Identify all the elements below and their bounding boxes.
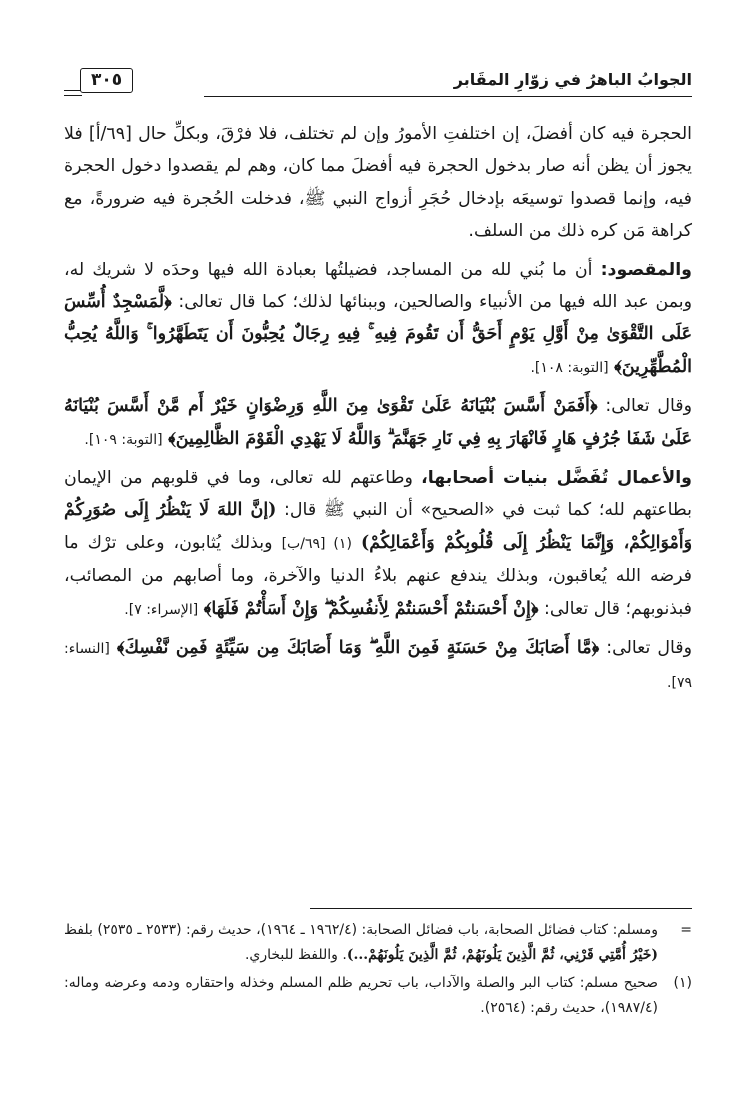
paragraph-lead: والأعمال تُفَضَّل بنيات أصحابها، — [421, 468, 692, 489]
page-number: ٣٠٥ — [80, 68, 133, 93]
footnote-ref: (١) [٦٩/ب] — [281, 535, 352, 552]
hadith-quote: (إنَّ اللهَ لَا يَنْظُرُ إِلَى صُوَرِكُمْ وَأَمْوَالِكُمْ، وَإِنَّمَا يَنْظُرُ إِلَى قُلُوبِكُمْ وَأَعْمَالِكُمْ) — [64, 500, 693, 553]
main-text — [64, 118, 692, 705]
running-title: الجوابُ الباهرُ في زوّارِ المقَابر — [453, 70, 692, 89]
footnote-text: صحيح مسلم: كتاب البر والصلة والآداب، باب تحريم ظلم المسلم وخذله واحتقاره ودمه وعرضه وماله: (١٩٨٧/٤)، حديث رقم: (٢٥٦٤). — [64, 975, 658, 1016]
paragraph-text: وقال تعالى: — [605, 396, 693, 417]
footnote-separator — [310, 908, 692, 909]
book-page — [64, 66, 692, 1056]
paragraph-text: وقال تعالى: — [606, 638, 692, 659]
footnote-continued — [64, 918, 692, 967]
verse-reference: [الإسراء: ٧]. — [124, 601, 199, 618]
header-rule-left-bottom — [64, 95, 82, 96]
quran-verse: ﴿مَّا أَصَابَكَ مِنْ حَسَنَةٍ فَمِنَ اللَّهِ ۖ وَمَا أَصَابَكَ مِن سَيِّئَةٍ فَمِن نَّفْسِكَ﴾ — [116, 638, 600, 659]
paragraph-text: أن ما بُني لله من المساجد، فضيلتُها بعبادة الله فيها وحدَه لا شريك له، وبمن عبد الله فيها من الأنبياء والصالحين، وببنائها لذلك؛ كما قال تعالى: — [64, 259, 692, 313]
footnote-text: ومسلم: كتاب فضائل الصحابة، باب فضائل الصحابة: (١٩٦٢/٤ ـ ١٩٦٤)، حديث رقم: (٢٥٣٣ ـ ٢٥٣٥) بلفظ — [64, 922, 658, 938]
verse-reference: [التوبة: ١٠٩]. — [84, 431, 163, 448]
paragraph-1 — [64, 118, 692, 248]
footnote-hadith: (خَيْرُ أُمَّتِي قَرْنِي، ثُمَّ الَّذِينَ يَلُونَهُمْ، ثُمَّ الَّذِينَ يَلُونَهُمْ...) — [346, 946, 658, 963]
paragraph-2 — [64, 254, 692, 385]
footnotes — [64, 918, 692, 1024]
running-header — [64, 66, 692, 106]
footnote-mark: = — [680, 922, 692, 938]
paragraph-4 — [64, 462, 692, 626]
paragraph-lead: والمقصود: — [600, 259, 692, 280]
verse-reference: [التوبة: ١٠٨]. — [530, 359, 609, 376]
verse-reference: [النساء: ٧٩]. — [64, 641, 692, 691]
quran-verse: ﴿أَفَمَنْ أَسَّسَ بُنْيَانَهُ عَلَىٰ تَقْوَىٰ مِنَ اللَّهِ وَرِضْوَانٍ خَيْرٌ أَم مَّنْ أَسَّسَ بُنْيَانَهُ عَلَىٰ شَفَا جُرُفٍ هَارٍ فَانْهَارَ بِهِ فِي نَارِ جَهَنَّمَ ۗ وَاللَّهُ لَا يَهْدِي الْقَوْمَ الظَّالِمِينَ﴾ — [64, 396, 692, 449]
footnote-body — [64, 918, 658, 967]
paragraph-5 — [64, 632, 692, 699]
paragraph-tail: وبذلك يُثابون، وعلى ترْك ما فرضه الله يُعاقبون، وبذلك يندفع عنهم بلاءُ الدنيا والآخرة، وما أصابهم من المصائب، فبذنوبهم؛ قال تعالى: — [64, 532, 692, 619]
paragraph-text: الحجرة فيه كان أفضلَ، إن اختلفتِ الأمورُ وإن لم تختلف، فلا فرْقَ، وبكلِّ حال [٦٩/أ] فلا يجوز أن يظن أنه صار بدخول الحجرة فيه أفضلَ مما كان، وهم لم يقصدوا دخول الحجرة فيه، وإنما قصدوا توسيعَه بإدخال حُجَرِ أزواج النبي ﷺ، فدخلت الحُجرة فيه ضرورةً، مع كراهة مَن كره ذلك من السلف. — [64, 124, 692, 242]
paragraph-3 — [64, 390, 692, 456]
quran-verse: ﴿لَّمَسْجِدٌ أُسِّسَ عَلَى التَّقْوَىٰ مِنْ أَوَّلِ يَوْمٍ أَحَقُّ أَن تَقُومَ فِيهِ ۚ فِيهِ رِجَالٌ يُحِبُّونَ أَن يَتَطَهَّرُوا ۚ وَاللَّهُ يُحِبُّ الْمُطَّهِّرِينَ﴾ — [64, 292, 692, 377]
footnote-mark: (١) — [673, 975, 692, 991]
footnote-1 — [64, 971, 692, 1020]
header-rule-right — [204, 96, 692, 97]
footnote-tail: . واللفظ للبخاري. — [244, 946, 347, 963]
paragraph-text: وطاعتهم لله تعالى، وما في قلوبهم من الإيمان بطاعتهم لله؛ كما ثبت في «الصحيح» أن النبي ﷺ قال: — [64, 468, 692, 521]
quran-verse: ﴿إِنْ أَحْسَنتُمْ أَحْسَنتُمْ لِأَنفُسِكُمْ ۖ وَإِنْ أَسَأْتُمْ فَلَهَا﴾ — [203, 598, 539, 619]
footnote-body — [64, 971, 658, 1020]
